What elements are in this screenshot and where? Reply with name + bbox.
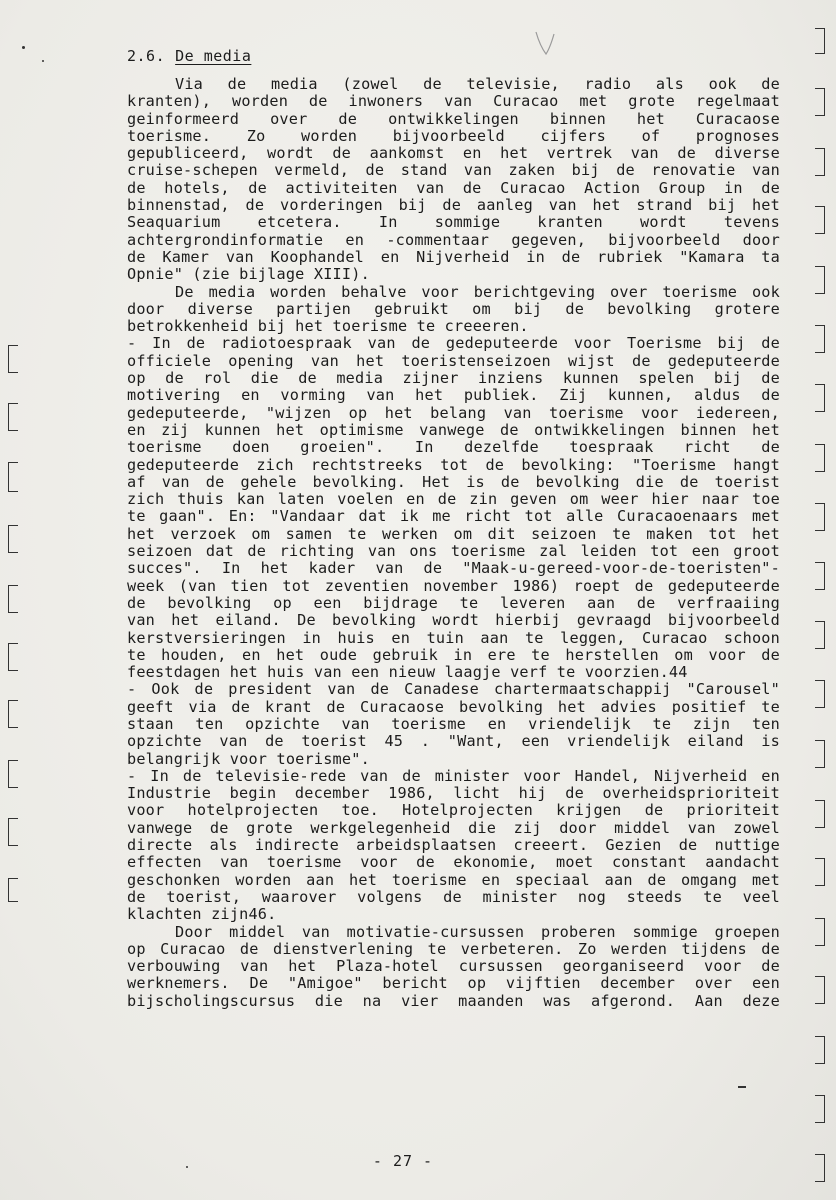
text-line: - In de radiotoespraak van de gedeputeerde voor Toerisme bij de xyxy=(127,334,780,353)
handwritten-mark xyxy=(532,28,558,60)
text-line: gedeputeerde zich rechtstreeks tot de bevolking: "Toerisme hangt xyxy=(127,455,780,474)
paragraph xyxy=(127,924,780,1010)
binder-mark xyxy=(815,976,825,1004)
paragraph xyxy=(127,284,780,336)
text-line: seizoen dat de richting van ons toerisme zal leiden tot een groot xyxy=(127,542,780,561)
text-line: achtergrondinformatie en -commentaar gegeven, bijvoorbeeld door xyxy=(127,230,780,249)
text-line: geeft via de krant de Curacaose bevolking het advies positief te xyxy=(127,697,780,716)
text-line: gedeputeerde, "wijzen op het belang van toerisme voor iedereen, xyxy=(127,403,780,422)
text-line: op Curacao de dienstverlening te verbeteren. Zo werden tijdens de xyxy=(127,939,780,958)
text-line: door diverse partijen gebruikt om bij de bevolking grotere xyxy=(127,299,780,318)
text-line: geinformeerd over de ontwikkelingen binnen het Curacaose xyxy=(127,109,780,128)
page-number: - 27 - xyxy=(372,1152,434,1170)
text-line: effecten van toerisme voor de ekonomie, moet constant aandacht xyxy=(127,853,780,872)
text-line: werknemers. De "Amigoe" bericht op vijftien december over een xyxy=(127,974,780,993)
binder-mark xyxy=(8,525,18,553)
binder-mark xyxy=(8,760,18,788)
binder-mark xyxy=(815,148,825,176)
binder-mark xyxy=(815,384,825,412)
paragraph xyxy=(127,76,780,284)
text-line: voor hotelprojecten toe. Hotelprojecten krijgen de prioriteit xyxy=(127,801,780,820)
text-line: Opnie" (zie bijlage XIII). xyxy=(127,265,370,284)
text-line: directe als indirecte arbeidsplaatsen creeert. Gezien de nuttige xyxy=(127,836,780,855)
binder-mark xyxy=(8,700,18,728)
binder-mark xyxy=(815,858,825,886)
section-number: 2.6. xyxy=(127,47,166,65)
text-line: kranten), worden de inwoners van Curacao met grote regelmaat xyxy=(127,92,780,111)
text-line: opzichte van de toerist 45 . "Want, een vriendelijk eiland is xyxy=(127,732,780,751)
binder-mark xyxy=(8,462,18,492)
text-line: af van de gehele bevolking. Het is de bevolking die de toerist xyxy=(127,472,780,491)
text-line: te gaan". En: "Vandaar dat ik me richt tot alle Curacaoenaars met xyxy=(127,507,780,526)
binder-mark xyxy=(8,403,18,431)
text-line: toerisme doen groeien". In dezelfde toespraak richt de xyxy=(127,438,780,457)
binder-mark xyxy=(815,621,825,649)
text-line: betrokkenheid bij het toerisme te creeeren. xyxy=(127,317,529,336)
paragraph xyxy=(127,681,780,767)
binder-mark xyxy=(815,266,825,294)
text-line: staan ten opzichte van toerisme en vriendelijk te zijn ten xyxy=(127,714,780,733)
text-line: zich thuis kan laten voelen en de zin geven om weer hier naar toe xyxy=(127,490,780,509)
speck xyxy=(42,60,44,62)
speck xyxy=(22,46,25,49)
text-line: cruise-schepen vermeld, de stand van zaken bij de renovatie van xyxy=(127,161,780,180)
text-line: de Kamer van Koophandel en Nijverheid in de rubriek "Kamara ta xyxy=(127,247,780,266)
stray-dash xyxy=(738,1086,746,1088)
binder-mark xyxy=(8,878,18,902)
binder-mark xyxy=(8,818,18,846)
section-title: De media xyxy=(175,47,252,65)
binder-mark xyxy=(815,680,825,708)
text-line: officiele opening van het toeristenseizoen wijst de gedeputeerde xyxy=(127,351,780,370)
section-heading xyxy=(127,47,251,65)
text-line: op de rol die de media zijner inziens kunnen spelen bij de xyxy=(127,369,780,388)
binder-mark xyxy=(815,1154,825,1182)
text-line: feestdagen het huis van een nieuw laagje verf te voorzien.44 xyxy=(127,663,688,682)
binder-mark xyxy=(815,444,825,472)
speck xyxy=(186,1166,188,1168)
paragraph xyxy=(127,335,780,681)
text-line: - In de televisie-rede van de minister voor Handel, Nijverheid en xyxy=(127,766,780,785)
paragraph xyxy=(127,768,780,924)
binder-mark xyxy=(815,88,825,116)
text-line: bijscholingscursus die na vier maanden was afgerond. Aan deze xyxy=(127,991,780,1010)
text-line: Via de media (zowel de televisie, radio als ook de xyxy=(175,75,780,93)
text-line: week (van tien tot zeventien november 1986) roept de gedeputeerde xyxy=(127,576,780,595)
text-line: succes". In het kader van de "Maak-u-gereed-voor-de-toeristen"- xyxy=(127,559,780,578)
binder-mark xyxy=(8,345,18,373)
text-line: De media worden behalve voor berichtgeving over toerisme ook xyxy=(175,282,780,301)
text-line: te houden, en het oude gebruik in ere te herstellen om voor de xyxy=(127,645,780,664)
text-line: van het eiland. De bevolking wordt hierbij gevraagd bijvoorbeeld xyxy=(127,611,780,630)
text-line: toerisme. Zo worden bijvoorbeeld cijfers of prognoses xyxy=(127,126,780,145)
body-text xyxy=(127,76,780,1010)
text-line: Seaquarium etcetera. In sommige kranten wordt tevens xyxy=(127,213,780,232)
binder-mark xyxy=(815,562,825,590)
text-line: verbouwing van het Plaza-hotel cursussen georganiseerd voor de xyxy=(127,957,780,976)
binder-mark xyxy=(815,206,825,234)
binder-mark xyxy=(8,643,18,671)
binder-mark xyxy=(815,503,825,531)
text-line: de bevolking op een bijdrage te leveren aan de verfraaiing xyxy=(127,593,780,612)
text-line: Industrie begin december 1986, licht hij de overheidsprioriteit xyxy=(127,784,780,803)
binder-mark xyxy=(815,918,825,946)
text-line: geschonken worden aan het toerisme en speciaal aan de omgang met xyxy=(127,870,780,889)
binder-mark xyxy=(815,28,825,54)
text-line: gepubliceerd, wordt de aankomst en het vertrek van de diverse xyxy=(127,144,780,163)
text-line: de toerist, waarover volgens de minister nog steeds te veel xyxy=(127,887,780,906)
binder-mark xyxy=(815,740,825,768)
text-line: de hotels, de activiteiten van de Curacao Action Group in de xyxy=(127,178,780,197)
text-line: Door middel van motivatie-cursussen proberen sommige groepen xyxy=(175,922,780,941)
binder-mark xyxy=(815,325,825,353)
text-line: - Ook de president van de Canadese chartermaatschappij "Carousel" xyxy=(127,680,780,699)
text-line: en zij kunnen het optimisme vanwege de ontwikkelingen binnen het xyxy=(127,420,780,439)
binder-mark xyxy=(8,585,18,613)
text-line: het verzoek om samen te werken om dit seizoen te maken tot het xyxy=(127,524,780,543)
text-line: klachten zijn46. xyxy=(127,905,277,924)
binder-mark xyxy=(815,1036,825,1064)
binder-mark xyxy=(815,800,825,828)
text-line: vanwege de grote werkgelegenheid die zij door middel van zowel xyxy=(127,818,780,837)
text-line: binnenstad, de vorderingen bij de aanleg van het strand bij het xyxy=(127,196,780,215)
text-line: kerstversieringen in huis en tuin aan te leggen, Curacao schoon xyxy=(127,628,780,647)
text-line: motivering en vorming van het publiek. Zij kunnen, aldus de xyxy=(127,386,780,405)
binder-mark xyxy=(815,1095,825,1123)
text-line: belangrijk voor toerisme". xyxy=(127,749,370,768)
